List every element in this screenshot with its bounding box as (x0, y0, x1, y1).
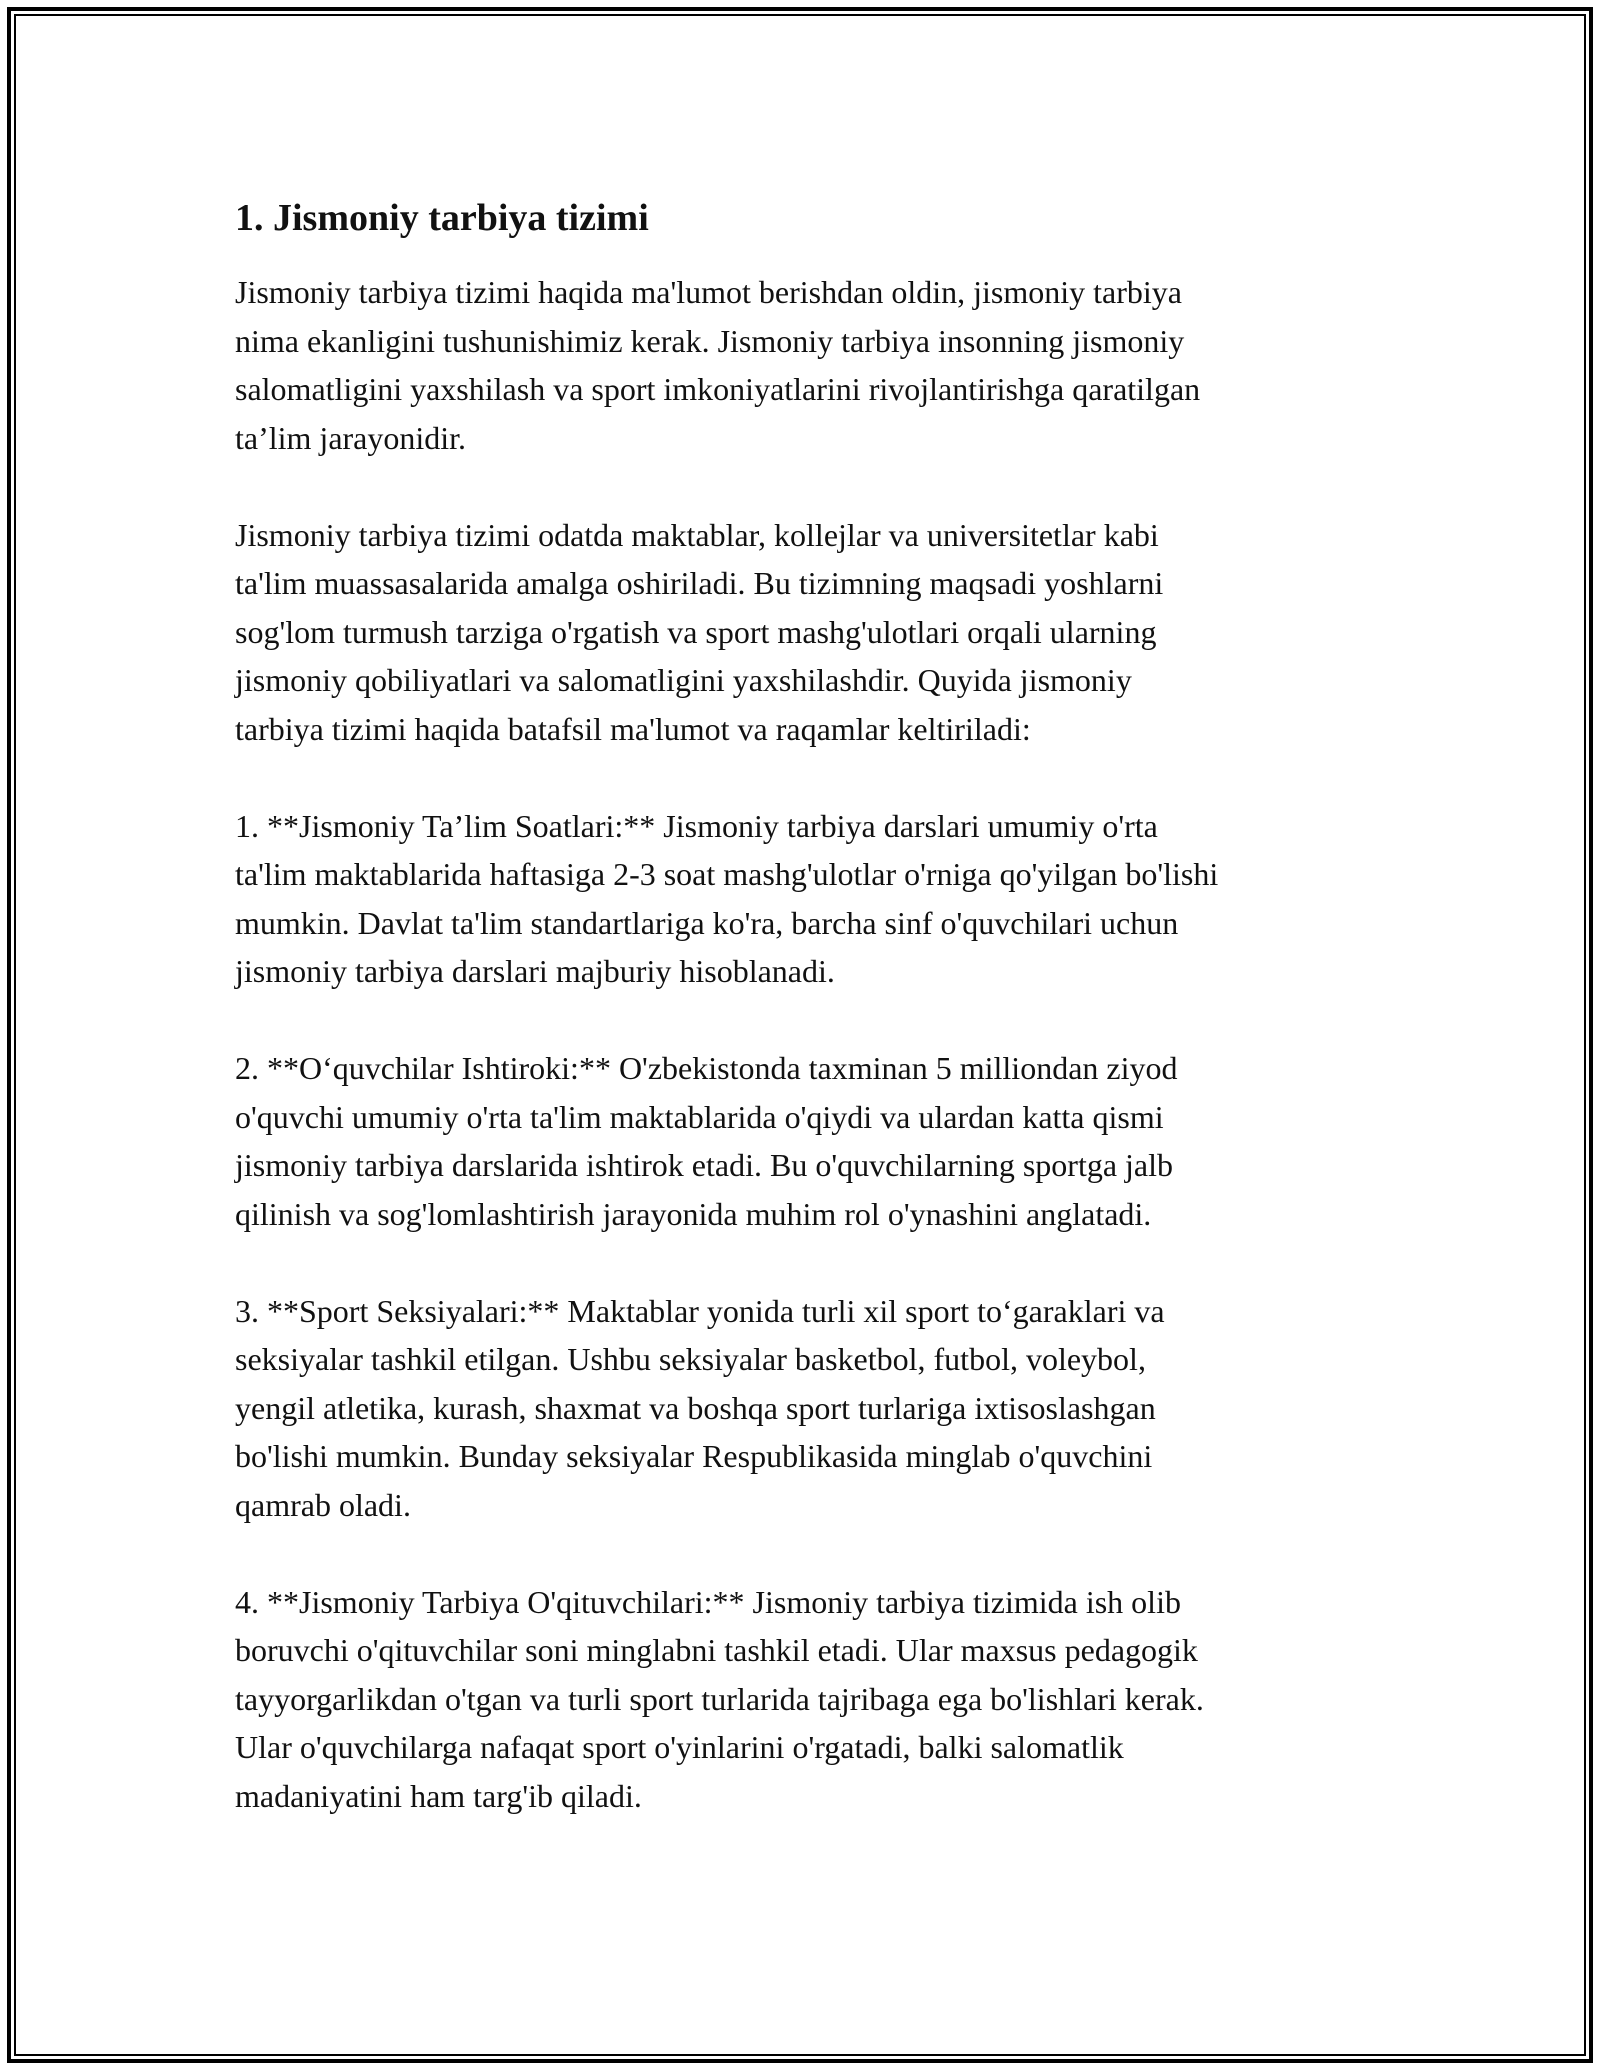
text-line: ta'lim maktablarida haftasiga 2-3 soat mashg'ulotlar o'rniga qo'yilgan bo'lishi (235, 856, 1219, 892)
text-line: salomatligini yaxshilash va sport imkoniyatlarini rivojlantirishga qaratilgan (235, 371, 1201, 407)
text-line: ta'lim muassasalarida amalga oshiriladi. Bu tizimning maqsadi yoshlarni (235, 565, 1164, 601)
text-line: Jismoniy tarbiya tizimi haqida ma'lumot berishdan oldin, jismoniy tarbiya (235, 274, 1182, 310)
text-line: qilinish va sog'lomlashtirish jarayonida muhim rol o'ynashini anglatadi. (235, 1195, 1152, 1232)
text-line: tarbiya tizimi haqida batafsil ma'lumot va raqamlar keltiriladi: (235, 710, 1031, 747)
list-item-2-participation (235, 1044, 1375, 1238)
text-line: yengil atletika, kurash, shaxmat va boshqa sport turlariga ixtisoslashgan (235, 1389, 1156, 1426)
text-line: jismoniy tarbiya darslari majburiy hisoblanadi. (235, 953, 835, 989)
text-line: boruvchi o'qituvchilar soni minglabni tashkil etadi. Ular maxsus pedagogik (235, 1632, 1198, 1668)
text-line: jismoniy tarbiya darslarida ishtirok etadi. Bu o'quvchilarning sportga jalb (235, 1147, 1174, 1183)
section-heading: 1. Jismoniy tarbiya tizimi (235, 197, 649, 239)
text-line: mumkin. Davlat ta'lim standartlariga ko'ra, barcha sinf o'quvchilari uchun (235, 904, 1179, 941)
text-line: jismoniy qobiliyatlari va salomatligini yaxshilashdir. Quyida jismoniy (235, 662, 1132, 698)
text-line: nima ekanligini tushunishimiz kerak. Jismoniy tarbiya insonning jismoniy (235, 322, 1185, 359)
list-item-3-sections (235, 1287, 1375, 1530)
text-line: Ular o'quvchilarga nafaqat sport o'yinlarini o'rgatadi, balki salomatlik (235, 1729, 1124, 1765)
text-line: madaniyatini ham targ'ib qiladi. (235, 1777, 642, 1814)
text-line: bo'lishi mumkin. Bunday seksiyalar Respublikasida minglab o'quvchini (235, 1438, 1153, 1474)
text-line: ta’lim jarayonidir. (235, 419, 467, 456)
document-body (235, 182, 1375, 1869)
paragraph-intro (235, 268, 1375, 462)
list-item-1-hours (235, 802, 1375, 996)
paragraph-overview (235, 511, 1375, 754)
text-line: 2. **O‘quvchilar Ishtiroki:** O'zbekistonda taxminan 5 milliondan ziyod (235, 1050, 1178, 1086)
text-line: 3. **Sport Seksiyalari:** Maktablar yonida turli xil sport to‘garaklari va (235, 1292, 1165, 1329)
text-line: 4. **Jismoniy Tarbiya O'qituvchilari:** Jismoniy tarbiya tizimida ish olib (235, 1583, 1181, 1620)
text-line: tayyorgarlikdan o'tgan va turli sport turlarida tajribaga ega bo'lishlari kerak. (235, 1680, 1204, 1717)
text-line: o'quvchi umumiy o'rta ta'lim maktablarida o'qiydi va ulardan katta qismi (235, 1098, 1164, 1135)
text-line: seksiyalar tashkil etilgan. Ushbu seksiyalar basketbol, futbol, voleybol, (235, 1341, 1146, 1377)
text-line: sog'lom turmush tarziga o'rgatish va sport mashg'ulotlari orqali ularning (235, 613, 1157, 650)
list-item-4-teachers (235, 1578, 1375, 1821)
text-line: 1. **Jismoniy Ta’lim Soatlari:** Jismoniy tarbiya darslari umumiy o'rta (235, 807, 1158, 844)
text-line: Jismoniy tarbiya tizimi odatda maktablar, kollejlar va universitetlar kabi (235, 516, 1159, 553)
text-line: qamrab oladi. (235, 1486, 411, 1523)
